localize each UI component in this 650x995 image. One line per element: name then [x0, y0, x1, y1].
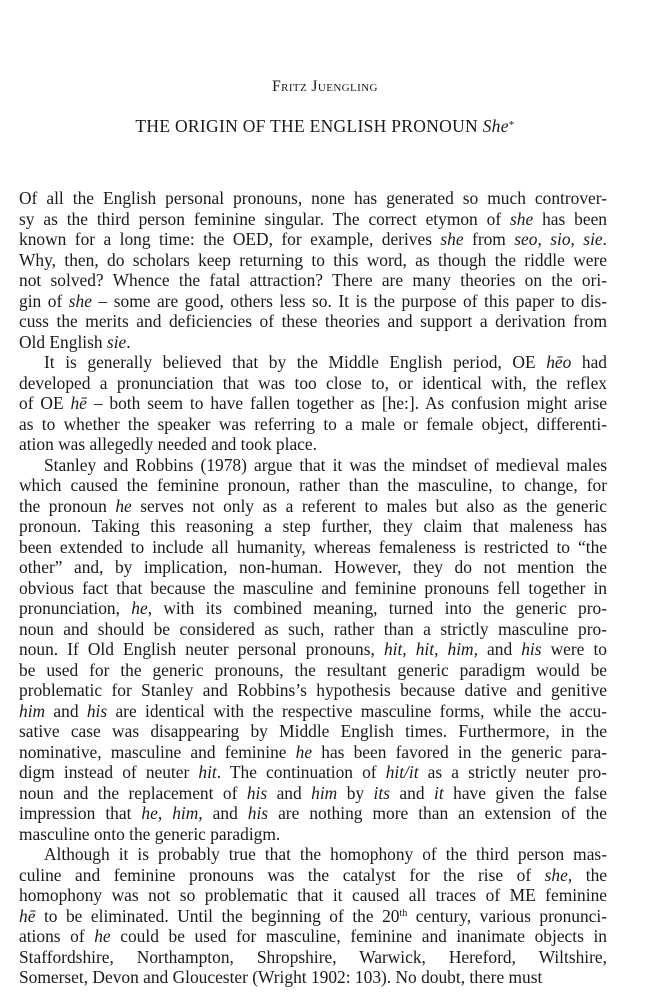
text-line — [19, 721, 607, 742]
text-line — [19, 557, 607, 578]
text-run: noun and should be considered as such, rather than a strictly masculine pro- — [19, 618, 607, 639]
text-line — [19, 783, 607, 804]
italic-term: his — [86, 700, 108, 721]
text-run: from — [463, 229, 515, 249]
text-line — [19, 311, 607, 332]
text-line — [19, 619, 607, 640]
text-run: ation was allegedly needed and took place. — [19, 434, 317, 454]
text-line — [19, 537, 607, 558]
text-line — [19, 414, 607, 435]
text-run: problematic for Stanley and Robbins’s hypothesis because dative and genitive — [19, 680, 607, 700]
text-line — [19, 393, 607, 414]
text-run: has been favored in the generic para- — [312, 741, 607, 762]
text-run: ations of — [19, 926, 95, 946]
italic-term: him — [19, 700, 46, 721]
italic-term: it — [434, 782, 444, 803]
text-line — [19, 496, 607, 517]
text-line — [19, 229, 607, 250]
text-line — [19, 455, 607, 476]
text-run: digm instead of neuter — [19, 762, 199, 782]
title-main: THE ORIGIN OF THE ENGLISH PRONOUN — [135, 116, 483, 136]
text-line — [19, 270, 607, 291]
italic-term: he — [295, 741, 313, 762]
text-run: Why, then, do scholars keep returning to this word, as though the riddle were — [19, 249, 607, 270]
text-run: . — [126, 331, 131, 352]
paragraph — [19, 455, 607, 845]
italic-term: he — [94, 926, 111, 946]
text-run: , the — [567, 864, 607, 885]
text-run: and — [202, 803, 248, 823]
text-run: have given the false — [443, 782, 608, 803]
superscript: th — [399, 907, 408, 919]
text-run: Although it is probably true that the homophony of the third person mas- — [44, 844, 607, 864]
text-line — [19, 926, 607, 947]
italic-term: he, him, — [141, 803, 203, 823]
text-run: and — [477, 639, 522, 659]
text-run: nominative, masculine and feminine — [19, 741, 296, 762]
text-line — [19, 188, 607, 209]
text-run: Stanley and Robbins (1978) argue that it was the mindset of medieval males — [44, 454, 607, 475]
italic-term: him — [311, 782, 338, 803]
text-run: known for a long time: the OED, for example, derives — [19, 229, 441, 249]
text-run: as to whether the speaker was referring to a male or female object, differenti- — [19, 413, 607, 434]
italic-term: seo, sio, sie — [514, 229, 603, 249]
text-run: pronunciation, — [19, 598, 132, 618]
text-line — [19, 434, 607, 455]
text-line — [19, 373, 607, 394]
italic-term: hēo — [546, 352, 572, 372]
text-run: masculine onto the generic paradigm. — [19, 823, 281, 844]
text-run: culine and feminine pronouns was the catalyst for the rise of — [19, 864, 545, 885]
text-run: developed a pronunciation that was too close to, or identical with, the reflex — [19, 372, 607, 393]
text-run: and — [267, 782, 312, 803]
text-line — [19, 332, 607, 353]
article-title — [0, 116, 650, 137]
italic-term: his — [521, 639, 542, 659]
text-run: the pronoun — [19, 495, 116, 516]
text-line — [19, 742, 607, 763]
text-run: homophony was not so problematic that it caused all traces of ME feminine — [19, 885, 607, 905]
text-run: cuss the merits and deficiencies of these theories and support a derivation from — [19, 311, 607, 331]
text-run: of OE — [19, 393, 71, 413]
text-run: , with its combined meaning, turned into the generic pro- — [147, 598, 607, 618]
text-run: sy as the third person feminine singular. The correct etymon of — [19, 208, 511, 229]
text-run: Somerset, Devon and Gloucester (Wright 1902: 103). No doubt, there must — [19, 967, 543, 987]
italic-term: he — [115, 495, 132, 516]
text-run: noun. If Old English neuter personal pronouns, — [19, 639, 384, 659]
italic-term: his — [247, 803, 269, 823]
text-line — [19, 967, 607, 988]
text-run: noun and the replacement of — [19, 782, 247, 803]
text-run: has been — [533, 208, 607, 229]
title-footnote-mark: * — [508, 119, 515, 131]
text-run: serves not only as a referent to males but also as the generic — [131, 495, 607, 516]
italic-term: its — [373, 782, 390, 803]
text-line — [19, 660, 607, 681]
text-line — [19, 352, 607, 373]
italic-term: she — [440, 229, 464, 249]
text-line — [19, 578, 607, 599]
text-run: to be eliminated. Until the beginning of the 20 — [35, 905, 400, 926]
paragraph — [19, 188, 607, 352]
italic-term: hit — [198, 762, 217, 782]
body-text — [19, 188, 607, 988]
text-run: are nothing more than an extension of the — [268, 803, 607, 823]
text-line — [19, 291, 607, 312]
italic-term: she — [68, 290, 92, 311]
text-line — [19, 250, 607, 271]
text-run: could be used for masculine, feminine and inanimate objects in — [110, 926, 607, 946]
text-line — [19, 844, 607, 865]
text-line — [19, 762, 607, 783]
text-run: pronoun. Taking this reasoning a step further, they claim that maleness has — [19, 516, 607, 536]
author-name: Fritz Juengling — [272, 78, 378, 95]
text-run: obvious fact that because the masculine and feminine pronouns fell together in — [19, 577, 607, 598]
italic-term: his — [246, 782, 268, 803]
text-run: – some are good, others less so. It is the purpose of this paper to dis- — [91, 290, 608, 311]
text-line — [19, 680, 607, 701]
text-line — [19, 516, 607, 537]
text-run: century, various pronunci- — [407, 905, 607, 926]
italic-term: hē — [19, 905, 36, 926]
paragraph — [19, 352, 607, 455]
text-run: been extended to include all humanity, whereas femaleness is restricted to “the — [19, 536, 607, 557]
text-run: It is generally believed that by the Middle English period, OE — [44, 352, 547, 372]
title-italic-word: She — [482, 116, 509, 136]
text-line — [19, 209, 607, 230]
text-run: which caused the feminine pronoun, rather than the masculine, to change, for — [19, 475, 607, 495]
italic-term: sie — [106, 331, 127, 352]
text-run: sative case was disappearing by Middle English times. Furthermore, in the — [19, 721, 607, 741]
paragraph — [19, 844, 607, 988]
italic-term: she — [510, 208, 534, 229]
text-line — [19, 639, 607, 660]
text-run: . — [602, 229, 607, 249]
text-run: and — [45, 700, 87, 721]
text-run: had — [571, 352, 607, 372]
text-line — [19, 803, 607, 824]
text-run: Staffordshire, Northampton, Shropshire, Warwick, Hereford, Wiltshire, — [19, 946, 607, 967]
text-line — [19, 885, 607, 906]
italic-term: he — [131, 598, 148, 618]
text-line — [19, 475, 607, 496]
text-run: not solved? Whence the fatal attraction? There are many theories on the ori- — [19, 270, 607, 290]
text-run: were to — [541, 639, 608, 659]
text-line — [19, 824, 607, 845]
text-run: as a strictly neuter pro- — [418, 762, 608, 782]
italic-term: hē — [70, 393, 87, 413]
text-run: and — [389, 782, 434, 803]
italic-term: she — [544, 864, 568, 885]
text-line — [19, 701, 607, 722]
text-line — [19, 947, 607, 968]
text-run: – both seem to have fallen together as [he:]. As confusion might arise — [86, 393, 607, 413]
text-run: Old English — [19, 331, 107, 352]
text-line — [19, 906, 607, 927]
text-run: are identical with the respective masculine forms, while the accu- — [107, 700, 607, 721]
text-run: gin of — [19, 290, 69, 311]
text-line — [19, 598, 607, 619]
text-line — [19, 865, 607, 886]
text-run: Of all the English personal pronouns, none has generated so much controver- — [19, 188, 607, 208]
text-run: impression that — [19, 803, 142, 823]
text-run: . The continuation of — [216, 762, 386, 782]
italic-term: hit, hit, him, — [383, 639, 478, 659]
text-run: be used for the generic pronouns, the resultant generic paradigm would be — [19, 659, 607, 680]
text-run: by — [337, 782, 374, 803]
italic-term: hit/it — [385, 762, 419, 782]
text-run: other” and, by implication, non-human. However, they do not mention the — [19, 557, 607, 577]
